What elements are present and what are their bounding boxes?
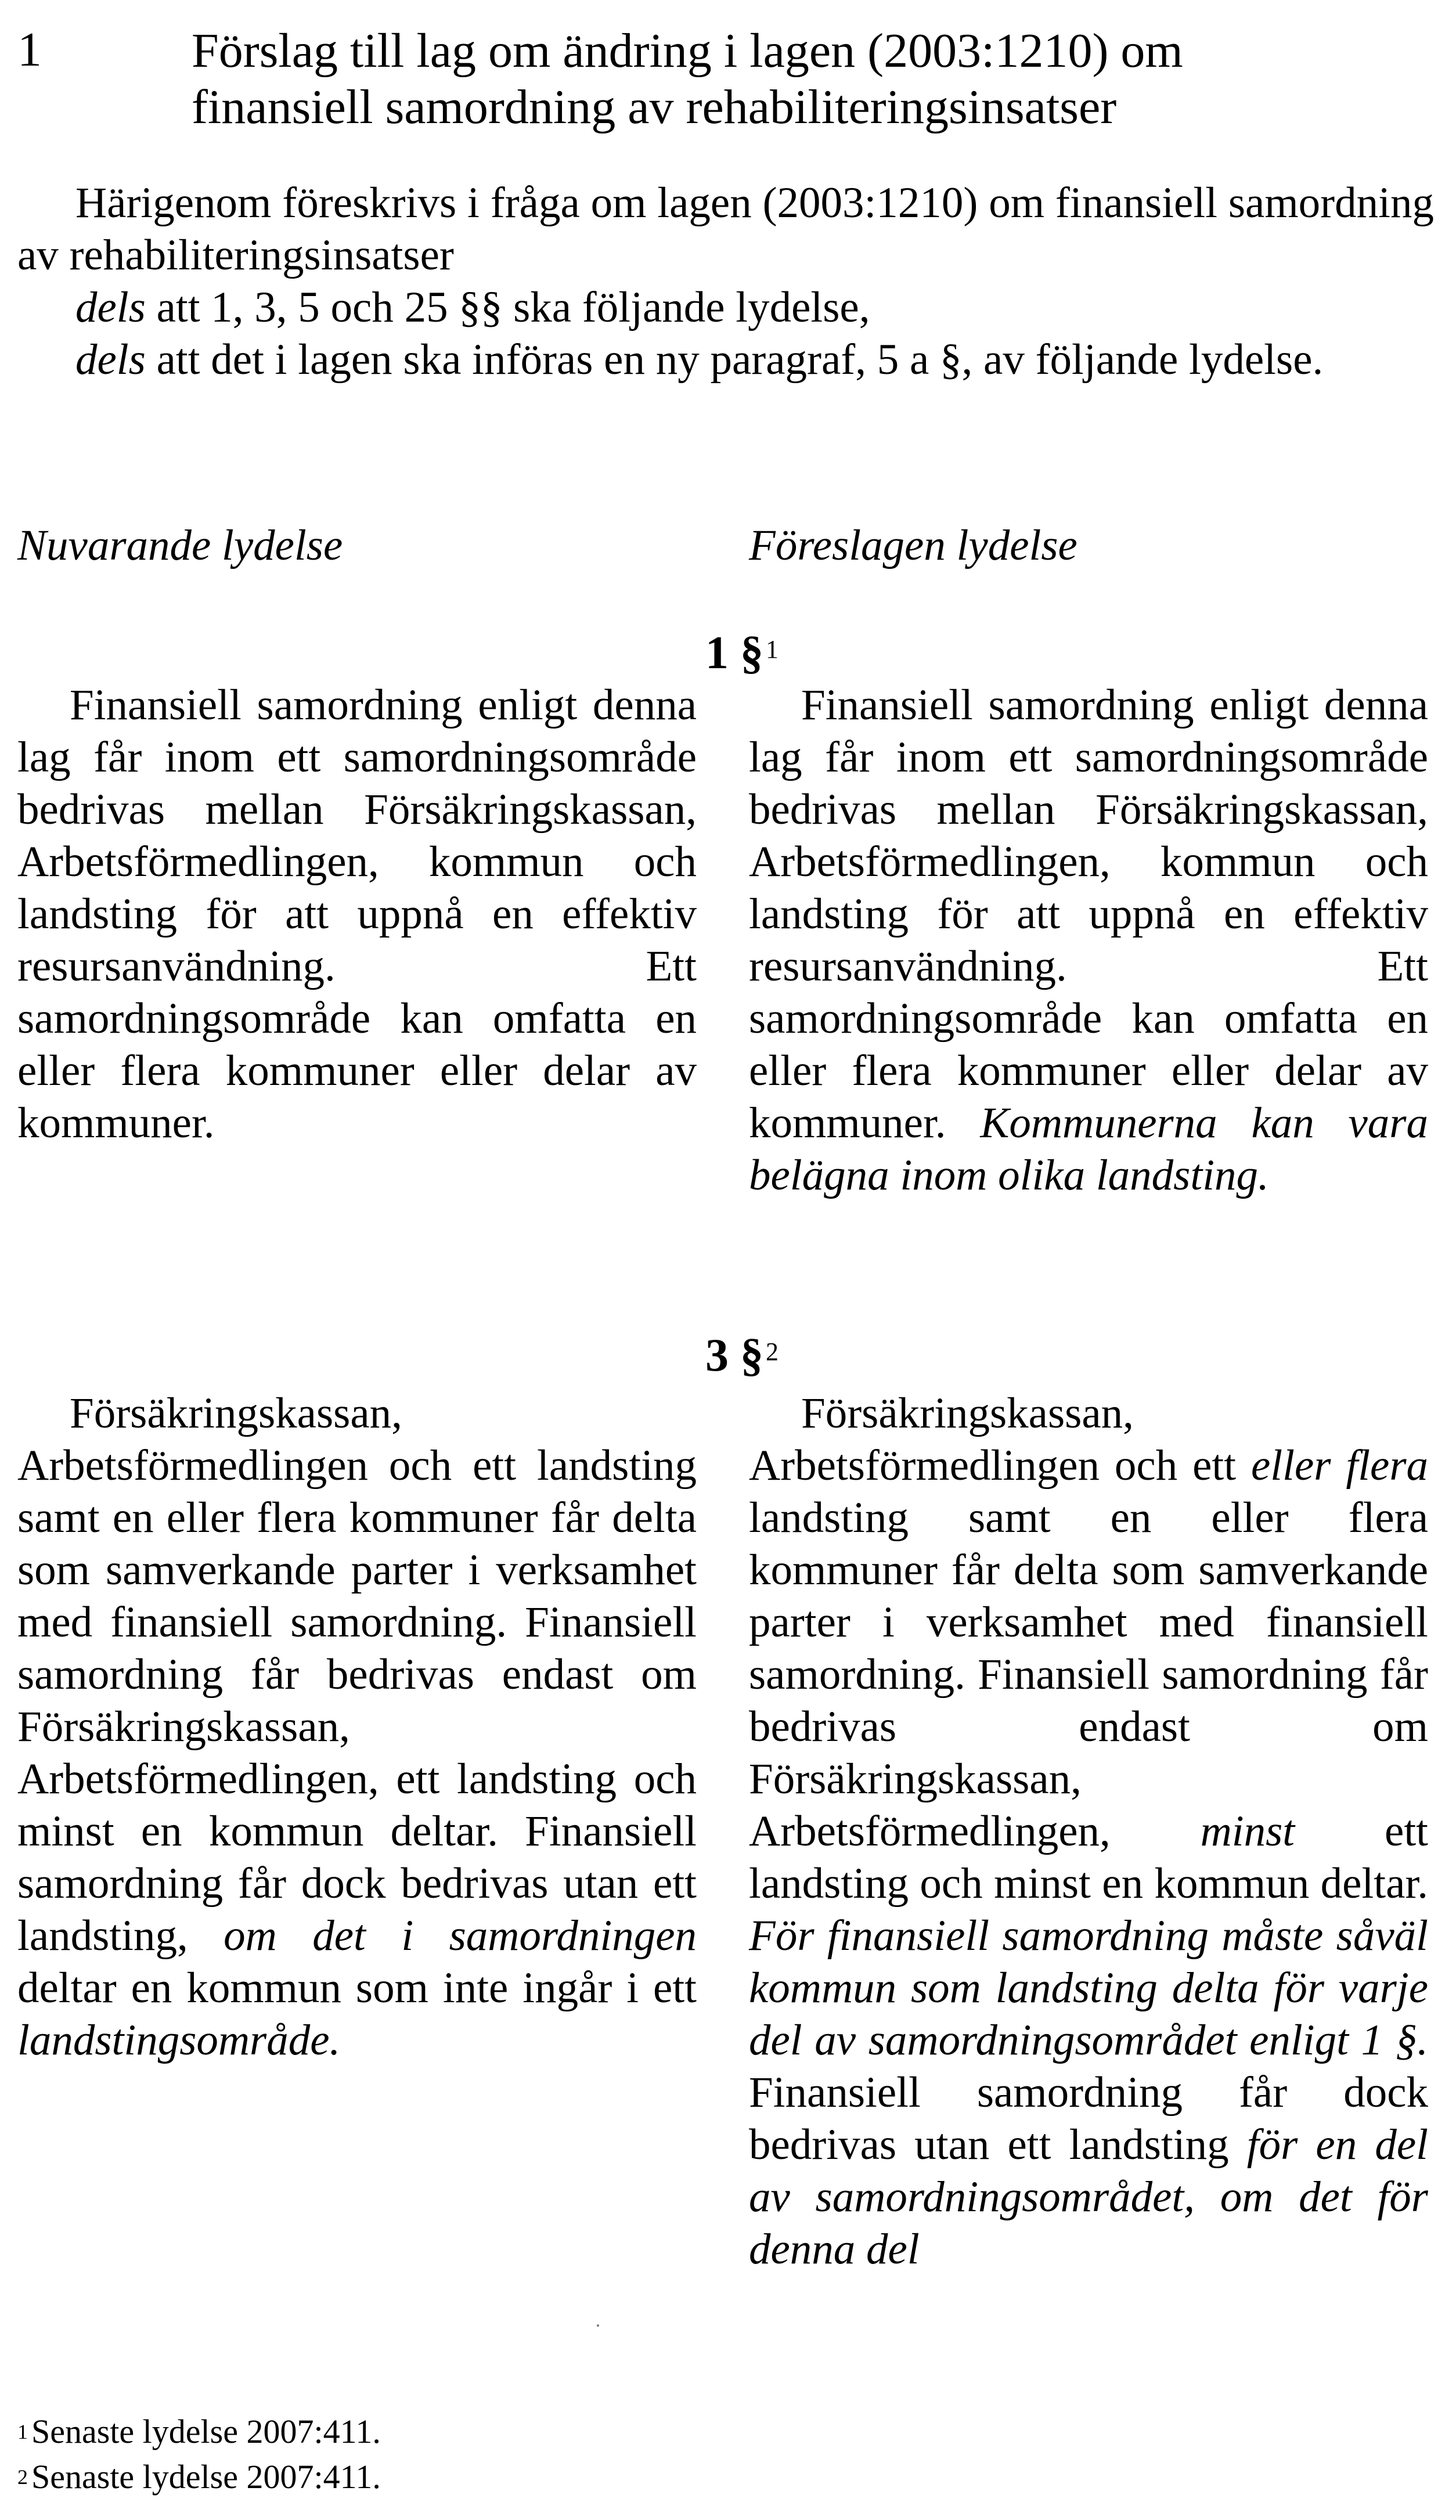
footnote-mark: 2	[17, 2465, 28, 2489]
text-run: landsting samt en eller flera kommuner får delta som samverkande parter i verksamhet med finansiell samordning. Finansiell samordning får bedrivas endast om Försäkringskassan, Arbetsförmedlingen,	[749, 1494, 1428, 1855]
section-3-current-text	[17, 1387, 697, 2067]
scan-speck	[597, 2324, 599, 2327]
footnote-ref: 1	[766, 635, 779, 664]
amended-text: för en del av samordningsområdet, om det för denna del	[749, 2121, 1428, 2273]
text-run: ett landsting och minst en kommun deltar.	[749, 1807, 1428, 1908]
preamble: Härigenom föreskrivs i fråga om lagen (2003:1210) om finansiell samordning av rehabiliteringsinsatser	[17, 179, 1434, 279]
intro-text	[17, 177, 1434, 386]
section-3-current	[17, 1387, 697, 2067]
text-run: Försäkringskassan, Arbetsförmedlingen och ett	[749, 1389, 1251, 1490]
footnote-text: Senaste lydelse 2007:411.	[31, 2413, 381, 2450]
section-label-1	[705, 627, 779, 679]
footnote-ref: 2	[766, 1337, 779, 1366]
footnote	[17, 2409, 381, 2454]
section-number: 3 §	[705, 1330, 763, 1381]
amended-text: För finansiell samordning måste såväl kommun som landsting delta för varje del av samordningsområdet enligt 1 §.	[749, 1912, 1428, 2064]
footnote-mark: 1	[17, 2420, 28, 2443]
dels-word: dels	[75, 336, 146, 384]
footnote	[17, 2454, 381, 2500]
dels-word: dels	[75, 283, 146, 331]
section-label-3	[705, 1329, 779, 1382]
current-wording-heading: Nuvarande lydelse	[17, 521, 343, 569]
text-run: Försäkringskassan, Arbetsförmedlingen och ett landsting samt en eller flera kommuner får delta som samverkande parter i verksamhet med finansiell samordning. Finansiell samordning får bedrivas endast om Försäkringskassan, Arbetsförmedlingen, ett landsting och minst en kommun deltar. Finansiell samordning får dock bedrivas utan ett landsting,	[17, 1389, 697, 1960]
section-1-proposed-text	[749, 679, 1428, 1202]
section-1-current	[17, 679, 697, 1149]
amended-text: minst	[1200, 1807, 1295, 1855]
emphasized-text: landstingsområde.	[17, 2016, 341, 2064]
text-run: deltar en kommun som inte ingår i ett	[17, 1964, 697, 2012]
dels-clause-1	[17, 282, 1434, 334]
emphasized-text: om det i samordningen	[224, 1912, 697, 1960]
section-3-proposed-text	[749, 1387, 1428, 2276]
footnote-text: Senaste lydelse 2007:411.	[31, 2458, 381, 2496]
section-1-proposed	[749, 679, 1428, 1202]
title-line-2: finansiell samordning av rehabiliteringsinsatser	[192, 80, 1117, 134]
dels-text: att 1, 3, 5 och 25 §§ ska följande lydelse,	[145, 283, 870, 331]
text-run: Finansiell samordning enligt denna lag får inom ett samordningsområde bedrivas mellan Försäkringskassan, Arbetsförmedlingen, kommun och landsting för att uppnå en effektiv resursanvändning. Ett samordningsområde kan omfatta en eller flera kommuner eller delar av kommuner.	[749, 681, 1428, 1147]
amended-text: eller flera	[1251, 1441, 1429, 1490]
page-title	[192, 23, 1411, 135]
amended-text: Kommunerna kan vara belägna inom olika landsting.	[749, 1099, 1428, 1199]
footnotes	[17, 2409, 381, 2500]
section-1-current-text: Finansiell samordning enligt denna lag får inom ett samordningsområde bedrivas mellan Försäkringskassan, Arbetsförmedlingen, kommun och landsting för att uppnå en effektiv resursanvändning. Ett samordningsområde kan omfatta en eller flera kommuner eller delar av kommuner.	[17, 681, 697, 1147]
chapter-number: 1	[17, 23, 42, 77]
title-line-1: Förslag till lag om ändring i lagen (2003:1210) om	[192, 24, 1183, 78]
section-number: 1 §	[705, 628, 763, 679]
text-run: Finansiell samordning får dock bedrivas utan ett landsting	[749, 2068, 1428, 2169]
proposed-wording-heading: Föreslagen lydelse	[749, 521, 1077, 569]
dels-text: att det i lagen ska införas en ny paragraf, 5 a §, av följande lydelse.	[145, 336, 1324, 384]
section-3-proposed	[749, 1387, 1428, 2276]
dels-clause-2	[17, 334, 1434, 386]
